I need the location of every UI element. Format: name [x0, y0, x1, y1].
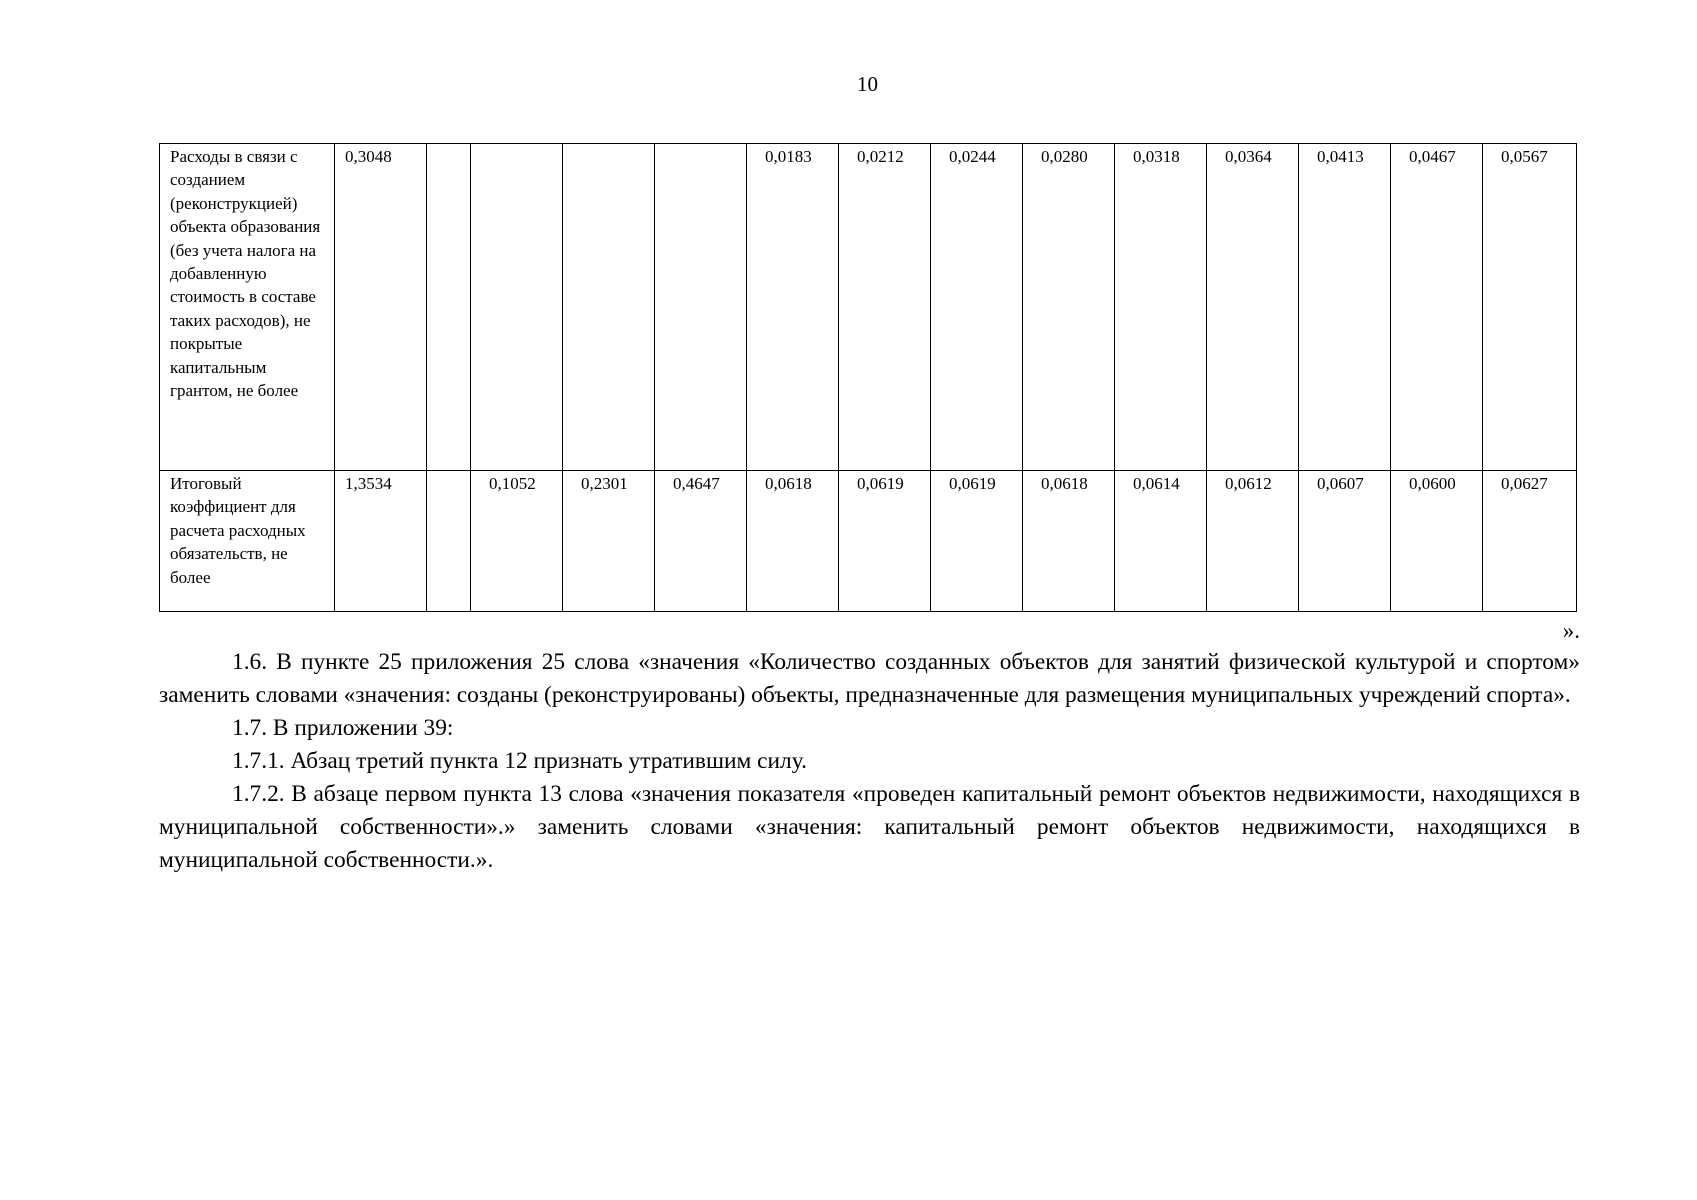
table-row [160, 144, 1577, 471]
table-cell: 1,3534 [335, 471, 427, 612]
table-cell: 0,0212 [839, 144, 931, 471]
table-cell: 0,0318 [1115, 144, 1207, 471]
table-cell: 0,0618 [747, 471, 839, 612]
table-cell: 0,0614 [1115, 471, 1207, 612]
table-cell [427, 471, 471, 612]
table-cell: 0,0612 [1207, 471, 1299, 612]
coefficients-table [159, 143, 1577, 612]
table-cell [655, 144, 747, 471]
table-cell: 0,2301 [563, 471, 655, 612]
row-label: Итоговый коэффициент для расчета расходных обязательств, не более [160, 471, 335, 612]
paragraph-1-7: 1.7. В приложении 39: [232, 715, 454, 741]
table-row [160, 471, 1577, 612]
closing-quote: ». [1562, 618, 1580, 643]
table-cell: 0,0618 [1023, 471, 1115, 612]
page-number: 10 [857, 72, 878, 96]
table-cell [563, 144, 655, 471]
table-cell: 0,0244 [931, 144, 1023, 471]
table-cell: 0,0607 [1299, 471, 1391, 612]
table-cell: 0,3048 [335, 144, 427, 471]
paragraph-1-7-1: 1.7.1. Абзац третий пункта 12 признать утратившим силу. [232, 748, 807, 774]
table-cell: 0,0600 [1391, 471, 1483, 612]
table-cell: 0,0183 [747, 144, 839, 471]
table-cell: 0,0467 [1391, 144, 1483, 471]
body-text [159, 646, 1580, 877]
row-label: Расходы в связи с созданием (реконструкцией) объекта образования (без учета налога на добавленную стоимость в составе таких расходов), не покрытые капитальным грантом, не более [160, 144, 335, 471]
table-cell [427, 144, 471, 471]
paragraph-1-6: 1.6. В пункте 25 приложения 25 слова «значения «Количество созданных объектов для занятий физической культурой и спортом» заменить словами «значения: созданы (реконструированы) объекты, предназначенные для размещения муниципальных учреждений спорта». [159, 649, 1580, 708]
table-cell: 0,0364 [1207, 144, 1299, 471]
table-cell: 0,0619 [931, 471, 1023, 612]
paragraph-1-7-2: 1.7.2. В абзаце первом пункта 13 слова «значения показателя «проведен капитальный ремонт объектов недвижимости, находящихся в муниципальной собственности».» заменить словами «значения: капитальный ремонт объектов недвижимости, находящихся в муниципальной собственности.». [159, 781, 1580, 873]
table-cell: 0,0627 [1483, 471, 1577, 612]
table-cell: 0,4647 [655, 471, 747, 612]
table-cell: 0,0280 [1023, 144, 1115, 471]
table-cell: 0,0619 [839, 471, 931, 612]
table-cell: 0,0567 [1483, 144, 1577, 471]
table-cell: 0,0413 [1299, 144, 1391, 471]
table-cell: 0,1052 [471, 471, 563, 612]
table-cell [471, 144, 563, 471]
